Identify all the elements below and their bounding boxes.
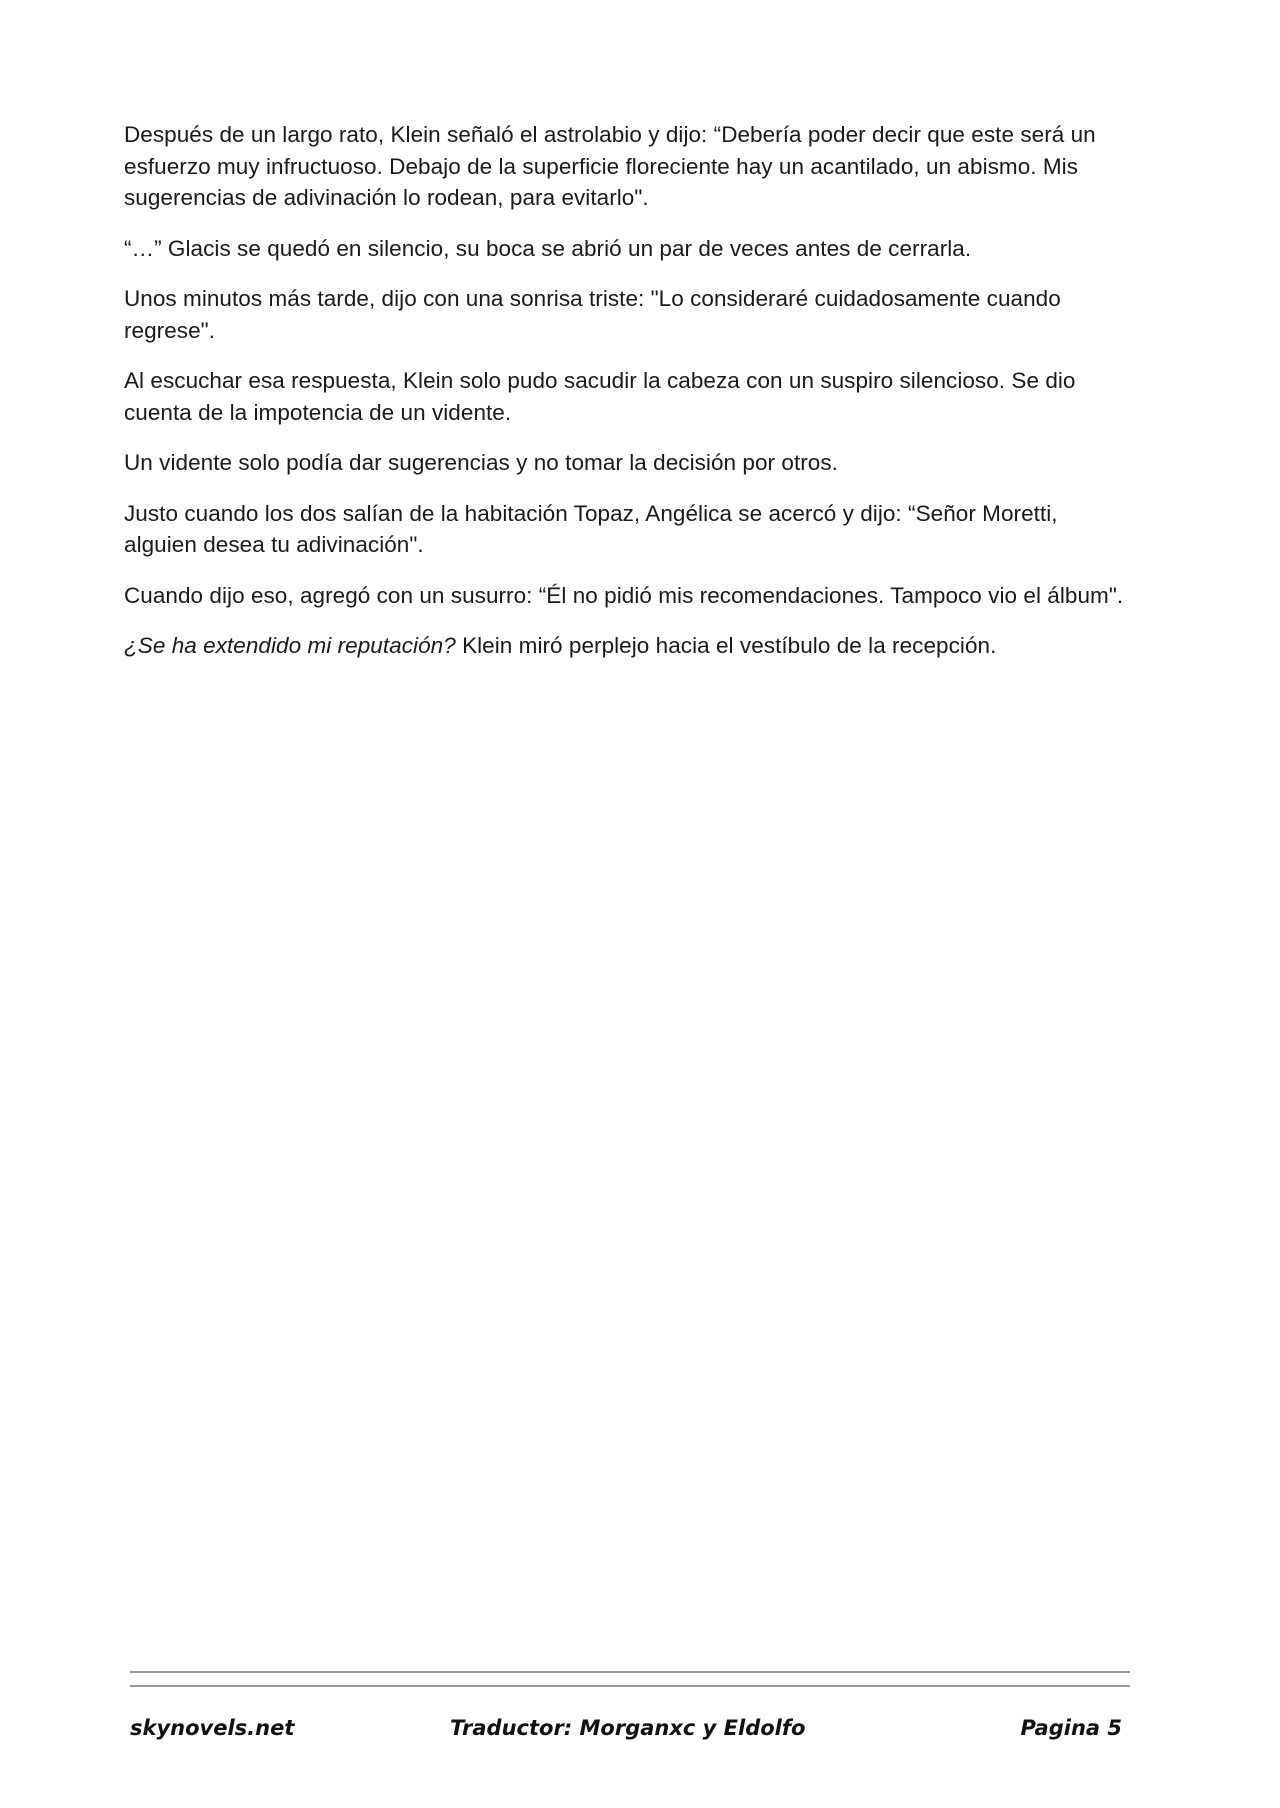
paragraph-text: Después de un largo rato, Klein señaló el astrolabio y dijo: “Debería poder decir que este será un esfuerzo muy infructuoso. Debajo de la superficie floreciente hay un acantilado, un abismo. Mis sugerencias de adivinación lo rodean, para evitarlo". (124, 122, 1096, 210)
paragraph-text: Al escuchar esa respuesta, Klein solo pudo sacudir la cabeza con un suspiro silencioso. Se dio cuenta de la impotencia de un vidente. (124, 368, 1076, 425)
paragraph-text: Unos minutos más tarde, dijo con una sonrisa triste: "Lo consideraré cuidadosamente cuando regrese". (124, 286, 1061, 343)
paragraph (124, 233, 1134, 265)
paragraph (124, 447, 1134, 479)
paragraph (124, 580, 1134, 612)
paragraph-text: Cuando dijo eso, agregó con un susurro: “Él no pidió mis recomendaciones. Tampoco vio el álbum". (124, 582, 1124, 608)
paragraph (124, 119, 1134, 214)
page-footer (130, 1716, 1130, 1750)
footer-divider-bottom (130, 1685, 1130, 1687)
paragraph (124, 283, 1134, 346)
inner-thought: ¿Se ha extendido mi reputación? (124, 633, 456, 658)
footer-site: skynovels.net (130, 1716, 295, 1740)
paragraph-text: “…” Glacis se quedó en silencio, su boca se abrió un par de veces antes de cerrarla. (124, 235, 972, 261)
paragraph (124, 498, 1134, 561)
footer-translator: Traductor: Morganxc y Eldolfo (450, 1716, 806, 1740)
footer-divider-top (130, 1671, 1130, 1673)
footer-page-number: Pagina 5 (1020, 1716, 1122, 1740)
paragraph (124, 630, 1134, 662)
paragraph (124, 365, 1134, 428)
paragraph-text: Klein miró perplejo hacia el vestíbulo de la recepción. (455, 633, 997, 658)
paragraph-text: Un vidente solo podía dar sugerencias y no tomar la decisión por otros. (124, 450, 838, 475)
paragraph-text: Justo cuando los dos salían de la habitación Topaz, Angélica se acercó y dijo: “Señor Moretti, alguien desea tu adivinación". (124, 500, 1058, 557)
page-body (124, 119, 1134, 681)
